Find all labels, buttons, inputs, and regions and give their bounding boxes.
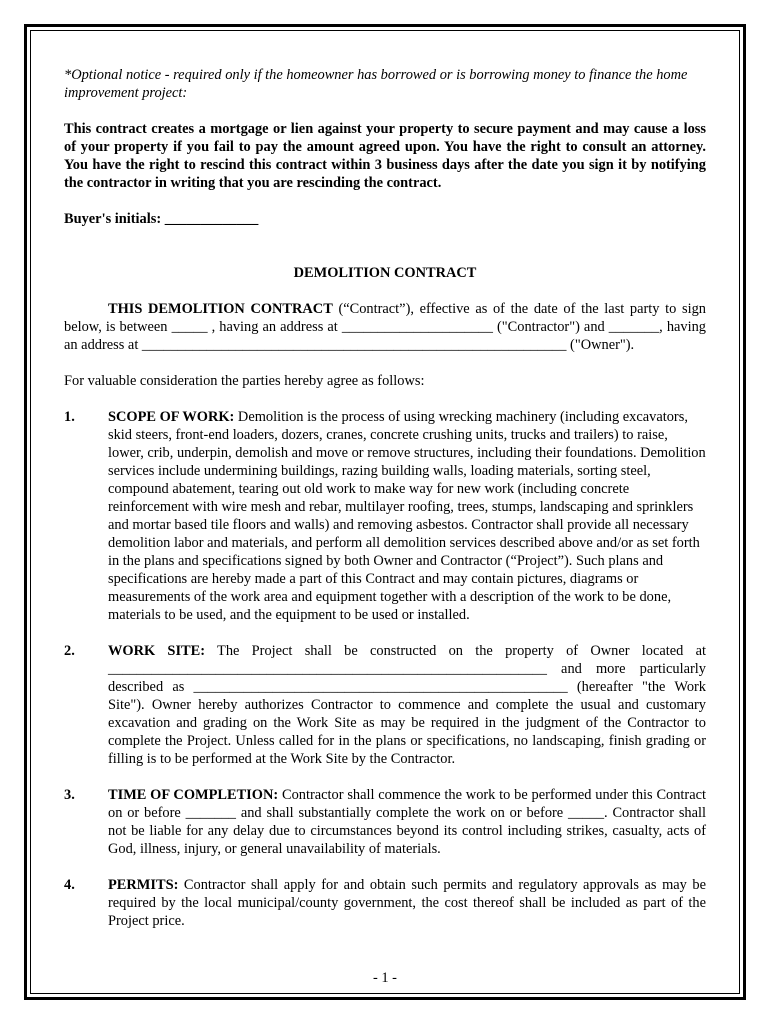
section-permits	[64, 876, 706, 930]
blank-completion-date: _____	[568, 805, 605, 821]
page-number: - 1 -	[373, 970, 397, 986]
buyer-initials-line	[64, 210, 706, 228]
rescission-warning: This contract creates a mortgage or lien against your property to secure payment and may cause a loss of your property if you fail to pay the amount agreed upon. You have the right to consult an attorney. You have the right to rescind this contract within 3 business days after the date you sign it by notifying the contractor in writing that you are rescinding the contract.	[64, 121, 706, 191]
blank-contractor-address: _____________________	[341, 319, 493, 335]
document-body	[64, 66, 706, 930]
intro-paragraph: THIS DEMOLITION CONTRACT (“Contract”), effective as of the date of the last party to sign below, is between _____ , having an address at _____________________ ("Contractor") and _______, having an address at ___________________________________________________________ ("Owner").	[64, 301, 706, 353]
section-heading: TIME OF COMPLETION:	[108, 787, 279, 803]
buyer-initials-label: Buyer's initials:	[64, 211, 162, 227]
section-number: 4.	[64, 877, 75, 893]
section-heading: SCOPE OF WORK:	[108, 409, 235, 425]
section-time-of-completion: 3. TIME OF COMPLETION: Contractor shall commence the work to be performed under this Contract on or before _______ and shall substantially complete the work on or before _____. Contractor shall not be liable for any delay due to circumstances beyond its control including strikes, casualty, acts of God, illness, injury, or general unavailability of materials.	[64, 787, 706, 857]
blank-site-location: _____________________________________________________________	[108, 661, 547, 677]
contract-title: DEMOLITION CONTRACT	[293, 265, 477, 281]
blank-site-description: ____________________________________________________	[193, 679, 568, 695]
section-work-site: 2. WORK SITE: The Project shall be constructed on the property of Owner located at _____________________________________________________________ and more particularly described as ____________________________________________________ (hereafter "the Work Site"). Owner hereby authorizes Contractor to commence and complete the usual and customary excavation and grading on the Work Site as may be required in the judgment of the Contractor to complete the Project. Unless called for in the plans or specifications, no landscaping, finish grading or filling is to be performed at the Work Site by the Contractor.	[64, 643, 706, 767]
blank-start-date: _______	[185, 805, 236, 821]
blank-party-name: _____	[171, 319, 208, 335]
consideration-line: For valuable consideration the parties hereby agree as follows:	[64, 373, 425, 389]
blank-owner-address: ___________________________________________________________	[141, 337, 567, 353]
section-text: Demolition is the process of using wrecking machinery (including excavators, skid steers, front-end loaders, dozers, cranes, concrete crushing units, trucks and trailers) to raise, lower, crib, underpin, demolish and move or remove structures, including their foundations. Demolition services include undermining buildings, razing building walls, loading materials, sorting steel, compound abatement, tearing out old work to make way for new work (including concrete reinforcement with wire mesh and rebar, multilayer roofing, trees, stumps, landscaping and sprinklers and mortar based tile floors and walls) and removing asbestos. Contractor shall provide all necessary demolition labor and materials, and perform all demolition services described above and/or as set forth in the plans and specifications signed by both Owner and Contractor (“Project”). Such plans and specifications are hereby made a part of this Contract and may contain pictures, diagrams or measurements of the work area and equipment together with a description of the work to be done, materials to be used, and the equipment to be used or installed.	[108, 409, 706, 623]
section-text: Contractor shall apply for and obtain such permits and regulatory approvals as may be required by the local municipal/county government, the cost thereof shall be included as part of the Project price.	[108, 877, 706, 929]
blank-owner-name: _______	[608, 319, 660, 335]
optional-notice: *Optional notice - required only if the homeowner has borrowed or is borrowing money to finance the home improvement project:	[64, 67, 688, 101]
section-scope-of-work	[64, 408, 706, 624]
section-number: 3.	[64, 787, 75, 803]
section-number: 2.	[64, 643, 75, 659]
section-heading: WORK SITE:	[108, 643, 206, 659]
section-number: 1.	[64, 409, 75, 425]
buyer-initials-blank: _____________	[164, 211, 259, 227]
intro-lead: THIS DEMOLITION CONTRACT	[108, 301, 333, 317]
section-heading: PERMITS:	[108, 877, 179, 893]
